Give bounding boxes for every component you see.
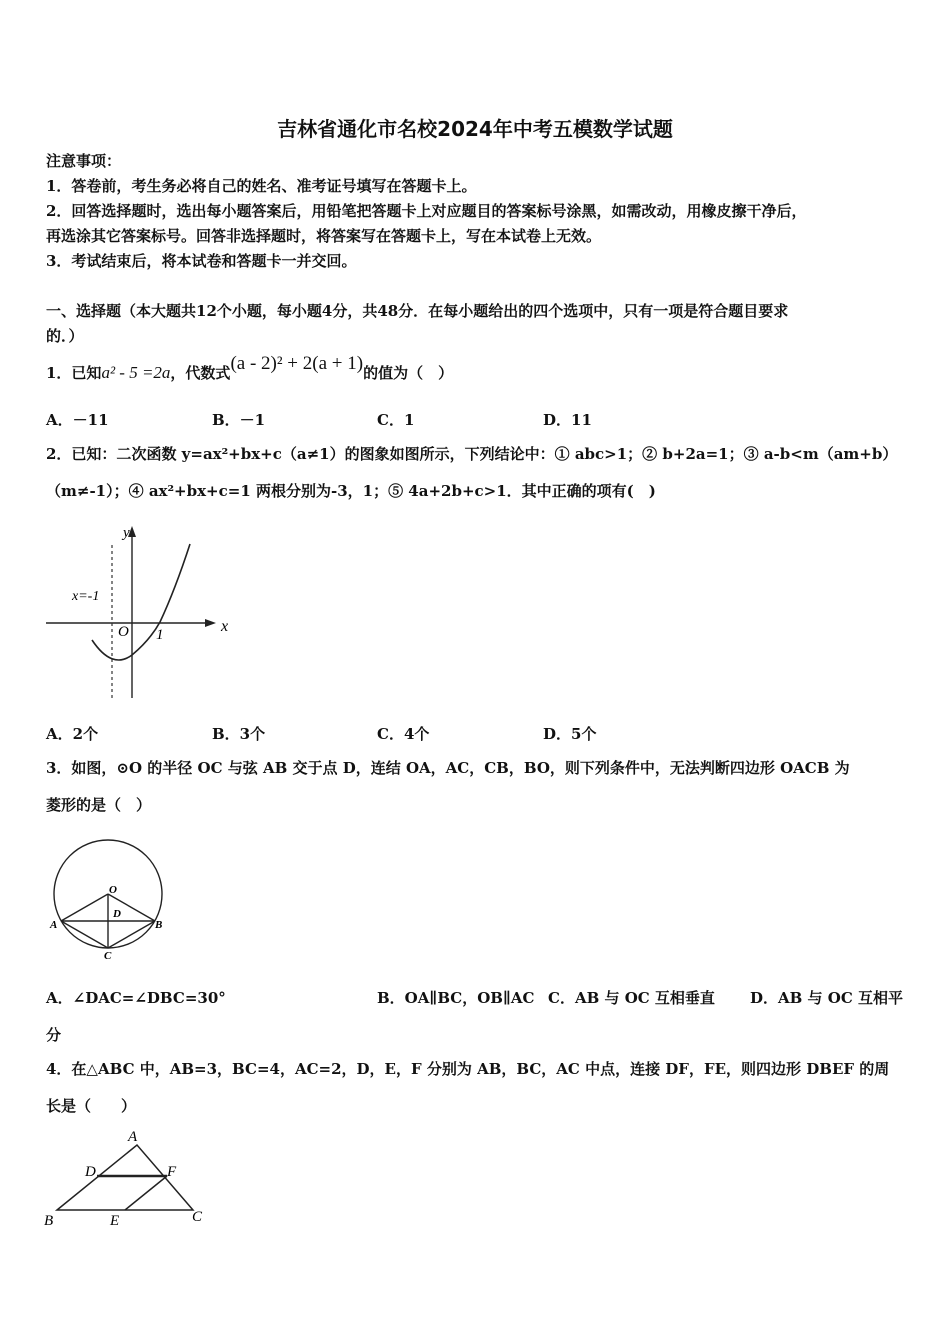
q1-option-d[interactable]: D．11 [543, 411, 592, 429]
q4-label-d: D [85, 1164, 96, 1180]
q4-label-b: B [44, 1213, 54, 1229]
q2-label-one: 1 [156, 627, 164, 643]
q4-stem-line-2: 长是（ ） [46, 1097, 137, 1115]
q3-option-a[interactable]: A．∠DAC=∠DBC=30° [46, 989, 226, 1007]
page-title: 吉林省通化市名校2024年中考五模数学试题 [277, 117, 673, 141]
q2-stem-line-1: 2．已知：二次函数 y=ax²+bx+c（a≠1）的图象如图所示，下列结论中：① abc>1；② b+2a=1；③ a-b<m（am+b） [46, 445, 898, 463]
section-header-line-2: 的．） [46, 327, 84, 345]
q3-option-b[interactable]: B．OA∥BC，OB∥AC [377, 989, 535, 1007]
q2-option-d[interactable]: D．5个 [543, 725, 597, 743]
q1-mid: ，代数式 [170, 364, 231, 382]
notice-line-4: 3．考试结束后，将本试卷和答题卡一并交回。 [46, 252, 357, 270]
q3-label-c: C [104, 950, 112, 962]
q3-option-c[interactable]: C．AB 与 OC 互相垂直 [548, 989, 715, 1007]
q2-option-c[interactable]: C．4个 [377, 725, 430, 743]
q2-label-x: x [221, 618, 229, 635]
notice-heading: 注意事项： [46, 152, 122, 170]
q3-label-a: A [50, 919, 58, 931]
q1-expression: (a - 2)² + 2(a + 1) [230, 353, 364, 374]
q4-label-c: C [192, 1209, 203, 1225]
notice-line-3: 再选涂其它答案标号。回答非选择题时，将答案写在答题卡上，写在本试卷上无效。 [46, 227, 602, 245]
q4-label-a: A [128, 1129, 138, 1145]
q2-option-b[interactable]: B．3个 [212, 725, 266, 743]
q4-label-f: F [167, 1164, 177, 1180]
q2-label-symmetry: x=-1 [72, 589, 100, 604]
q1-suffix: 的值为（ ） [363, 364, 454, 382]
q3-stem-line-1: 3．如图，⊙O 的半径 OC 与弦 AB 交于点 D，连结 OA，AC，CB，BO，则下列条件中，无法判断四边形 OACB 为 [46, 759, 850, 777]
q4-stem-line-1: 4．在△ABC 中，AB=3，BC=4，AC=2，D，E，F 分别为 AB，BC，AC 中点，连接 DF，FE，则四边形 DBEF 的周 [46, 1060, 890, 1078]
q3-option-d-wrap: 分 [46, 1026, 62, 1044]
q1-option-c[interactable]: C．1 [377, 411, 415, 429]
q1-prefix: 1．已知 [46, 364, 102, 382]
section-header-line-1: 一、选择题（本大题共12个小题，每小题4分，共48分．在每小题给出的四个选项中，只有一项是符合题目要求 [46, 302, 789, 320]
notice-line-1: 1．答卷前，考生务必将自己的姓名、准考证号填写在答题卡上。 [46, 177, 477, 195]
q3-stem-line-2: 菱形的是（ ） [46, 796, 152, 814]
q3-label-d: D [113, 908, 121, 920]
q4-segment-fe [125, 1176, 167, 1210]
q1-option-a[interactable]: A．－11 [46, 411, 109, 429]
q4-label-e: E [110, 1213, 120, 1229]
q2-label-y: y [123, 525, 130, 541]
q2-stem-line-2: （m≠-1）；④ ax²+bx+c=1 两根分别为-3，1；⑤ 4a+2b+c>1．其中正确的项有( ) [46, 482, 656, 500]
q2-label-origin: O [118, 624, 129, 640]
notice-line-2: 2．回答选择题时，选出每小题答案后，用铅笔把答题卡上对应题目的答案标号涂黑，如需改动，用橡皮擦干净后， [46, 202, 807, 220]
q3-option-d[interactable]: D．AB 与 OC 互相平 [750, 989, 903, 1007]
q3-label-o: O [109, 884, 117, 896]
q3-label-b: B [155, 919, 163, 931]
q1-equation: a² - 5 =2a [101, 363, 171, 382]
q2-option-a[interactable]: A．2个 [46, 725, 99, 743]
q1-option-b[interactable]: B．－1 [212, 411, 266, 429]
